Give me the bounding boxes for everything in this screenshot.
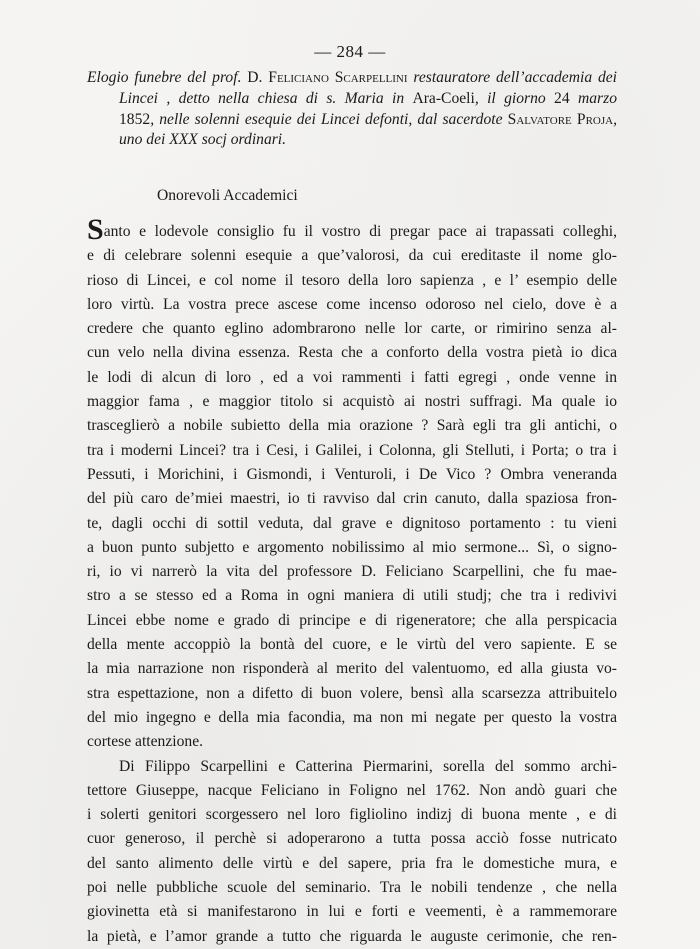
line-text: stra espettazione, non a difetto di buon volere, bensì alla scarsezza attribuitelo bbox=[87, 684, 617, 702]
title-text-run: , il giorno bbox=[474, 89, 555, 107]
drop-cap: S bbox=[87, 213, 104, 246]
text-line bbox=[87, 244, 617, 268]
line-text: anto e lodevole consiglio fu il vostro di pregar pace ai trapassati colleghi, bbox=[103, 223, 617, 240]
title-line bbox=[87, 89, 617, 110]
body-text bbox=[87, 213, 617, 949]
line-text: del più caro de’miei maestri, io ti ravviso dal crin canuto, dalla spaziosa fron- bbox=[87, 490, 617, 508]
text-line bbox=[87, 341, 617, 365]
title-text-run: restauratore dell’accademia dei bbox=[407, 69, 617, 86]
text-line bbox=[87, 900, 617, 924]
text-line bbox=[87, 827, 617, 851]
line-text: Di Filippo Scarpellini e Catterina Piermarini, sorella del sommo archi- bbox=[119, 757, 617, 775]
title-text-run: Elogio funebre del prof. bbox=[87, 69, 248, 86]
text-line bbox=[87, 803, 617, 827]
line-text: la mia narrazione non risponderà al merito del valentuomo, ed alla giusta vo- bbox=[87, 660, 617, 678]
line-text: trasceglierò a nobile subietto della mia orazione ? Sarà egli tra gli antichi, o bbox=[87, 417, 617, 435]
text-line bbox=[87, 463, 617, 487]
text-line bbox=[87, 414, 617, 438]
text-line bbox=[87, 269, 617, 293]
text-line bbox=[87, 779, 617, 803]
text-line bbox=[87, 213, 617, 246]
line-text: giovinetta età si manifestarono in lui e forti e veementi, è a rammemorare bbox=[87, 903, 617, 921]
text-line bbox=[87, 366, 617, 390]
line-text: poi nelle pubbliche scuole del seminario. Tra le nobili tendenze , che nella bbox=[87, 879, 617, 897]
line-text: stro a se stesso ed a Roma in ogni maniera di utili studj; che tra i redivivi bbox=[87, 587, 617, 605]
line-text: cuor generoso, il perchè si adoperarono a tutta possa acciò fosse nutricato bbox=[87, 830, 617, 848]
text-line bbox=[87, 755, 617, 779]
title-text-run: marzo bbox=[569, 89, 617, 107]
line-text: credere che quanto eglino adombrarono nelle lor carte, or rimirino senza al- bbox=[87, 320, 617, 338]
text-line bbox=[87, 609, 617, 633]
title-text-run: , nelle solenni esequie dei Lincei defonti, dal sacerdote bbox=[150, 110, 508, 128]
text-line bbox=[87, 439, 617, 463]
line-text: a buon punto subjetto e argomento nobilissimo al mio sermone... Sì, o signo- bbox=[87, 538, 617, 556]
text-line bbox=[87, 317, 617, 341]
line-text: del santo alimento delle virtù e del sapere, pria fra le domestiche mura, e bbox=[87, 854, 617, 872]
line-text: tettore Giuseppe, nacque Feliciano in Foligno nel 1762. Non andò guari che bbox=[87, 781, 617, 799]
text-line bbox=[87, 390, 617, 414]
salutation: Onorevoli Accademici bbox=[157, 187, 298, 204]
text-line bbox=[87, 876, 617, 900]
text-line bbox=[87, 682, 617, 706]
line-text: te, dagli occhi di sottil veduta, dal grave e dignitoso portamento : tu vieni bbox=[87, 514, 617, 532]
text-line bbox=[87, 487, 617, 511]
line-text: Lincei ebbe nome e grado di principe e di rigeneratore; che alla perspicacia bbox=[87, 611, 617, 629]
text-line bbox=[87, 536, 617, 560]
text-line bbox=[87, 584, 617, 608]
title-text-run: Ara-Coeli bbox=[412, 89, 475, 107]
title-text-run: 1852 bbox=[119, 110, 151, 128]
line-text: ri, io vi narrerò la vita del professore D. Feliciano Scarpellini, che fu mae- bbox=[87, 563, 617, 581]
line-text: della mente accoppiò la bontà del cuore, e le virtù del vero sapiente. E se bbox=[87, 636, 617, 654]
title-line bbox=[87, 130, 617, 151]
title-text-run: uno dei XXX socj ordinari. bbox=[119, 131, 287, 149]
title-text-run: , bbox=[613, 110, 617, 128]
title-text-run: Salvatore Proja bbox=[507, 110, 614, 128]
text-line bbox=[87, 560, 617, 584]
title-text-run: D. Feliciano Scarpellini bbox=[247, 69, 408, 86]
text-line bbox=[87, 512, 617, 536]
text-line bbox=[87, 633, 617, 657]
line-text: i solerti genitori scorgessero nel loro figliolino indizj di buona mente , e di bbox=[87, 806, 617, 824]
line-text: cun velo nella divina essenza. Resta che a conforto della vostra pietà io dica bbox=[87, 344, 617, 362]
line-text: le lodi di alcun di loro , ed a voi rammenti i fatti egregi , onde venne in bbox=[87, 368, 617, 386]
line-text: cortese attenzione. bbox=[87, 733, 204, 751]
line-text: rioso di Lincei, e col nome il tesoro della loro sapienza , e l’ esempio delle bbox=[87, 271, 617, 289]
line-text: e di celebrare solenni esequie a que’valorosi, da cui ereditaste il nome glo- bbox=[87, 247, 617, 265]
line-text: maggior fama , e maggior titolo si acquistò ai nostri suffragi. Ma quale io bbox=[87, 393, 617, 411]
text-line bbox=[87, 852, 617, 876]
line-text: loro virtù. La vostra prece ascese come incenso odoroso nel cielo, dove è a bbox=[87, 295, 617, 313]
text-line bbox=[87, 293, 617, 317]
page-number: — 284 — bbox=[314, 42, 386, 61]
line-text: del mio ingegno e della mia facondia, ma non mi negate per questo la vostra bbox=[87, 708, 617, 726]
line-text: Pessuti, i Morichini, i Gismondi, i Venturoli, i De Vico ? Ombra veneranda bbox=[87, 465, 617, 483]
article-title bbox=[87, 68, 617, 151]
title-text-run: 24 bbox=[554, 89, 570, 107]
title-line bbox=[87, 110, 617, 131]
title-line bbox=[87, 68, 617, 89]
text-line bbox=[87, 730, 617, 754]
line-text: la pietà, e l’amor grande a tutto che riguarda le auguste cerimonie, che ren- bbox=[87, 927, 617, 945]
line-text: tra i moderni Lincei? tra i Cesi, i Galilei, i Colonna, gli Stelluti, i Porta; o tra i bbox=[87, 441, 617, 459]
text-line bbox=[87, 657, 617, 681]
title-text-run: Lincei , detto nella chiesa di s. Maria in bbox=[119, 89, 413, 107]
text-line bbox=[87, 706, 617, 730]
text-line bbox=[87, 925, 617, 949]
